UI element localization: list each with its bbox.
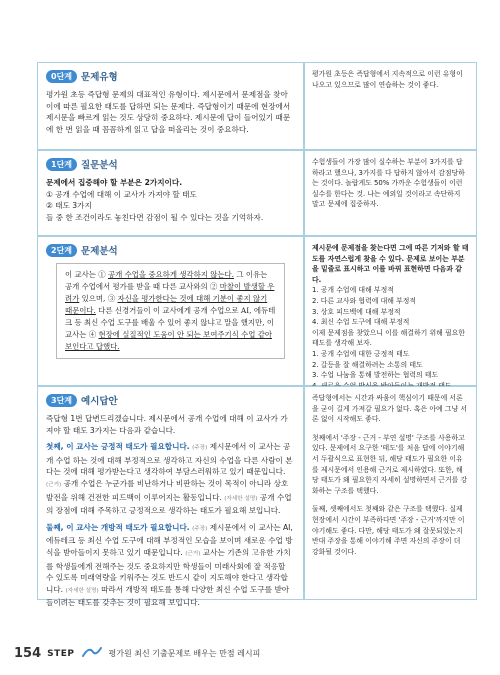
step-badge: 0단계 — [46, 70, 77, 83]
answer-claim: 둘째, 이 교사는 개방적 태도가 필요합니다. — [46, 522, 190, 532]
side-list-item: 1. 공개 수업에 대해 부정적 — [312, 286, 394, 295]
section-problem-type — [37, 62, 477, 150]
answer-text: 제시문에서 이 교사는 AI, 에듀테크 등 최신 수업 도구에 대해 부정적인 모습을 보이며 새로운 수업 방식을 받아들이지 못하고 있기 때문입니다. — [46, 522, 293, 557]
side-note — [304, 236, 477, 386]
step-badge: 3단계 — [46, 394, 77, 407]
section-problem-analysis — [37, 236, 477, 386]
passage-text: 그 이유는 공개 수업에서 평가를 받을 때 다른 교사와의 ② — [65, 270, 268, 291]
side-note — [304, 62, 477, 150]
passage-text: 다른 신경거들이 이 교사에게 공개 수업으로 AI, 에듀테크 등 최신 수업 도구를 배울 수 있어 좋지 않냐고 말을 했지만, 이 교사는 ④ — [65, 306, 276, 339]
section-question-analysis-main — [37, 150, 304, 236]
side-note-text: 평가원 초등은 즉답형에서 지속적으로 이런 유형이 나오고 있으므로 많이 연습하는 것이 좋다. — [312, 70, 463, 89]
side-note-text: 첫째에서 '주장 - 근거 - 부연 설명' 구조를 사용하고 있다. 문제에서 요구한 '태도'를 처음 답에 이야기해서 두괄식으로 표현한 뒤, 해당 태도가 필요한 이유를 제시문에서 인용해 근거로 제시하였다. 또한, 해당 태도가 왜 필요한지 자세히 설명하면서 근거를 강화하는 구조를 택했다. — [312, 433, 468, 495]
side-note — [304, 386, 477, 600]
answer-text: 공개 수업의 장점에 대해 주목하고 긍정적으로 생각하는 태도가 필요해 보입니다. — [46, 492, 292, 516]
section-sample-answer — [37, 386, 477, 608]
passage-box — [56, 263, 285, 359]
section-question-analysis — [37, 150, 477, 236]
step-badge: 1단계 — [46, 158, 77, 171]
passage-text: 있으며, ③ — [79, 294, 118, 303]
step-head — [46, 157, 295, 171]
step-title: 질문분석 — [81, 160, 118, 171]
passage-underline: 자신을 평가한다는 것에 대해 기분이 좋지 않기 때문이다. — [65, 294, 268, 315]
side-note — [304, 150, 477, 236]
step-title: 문제유형 — [81, 72, 118, 83]
side-note-text: 수험생들이 가장 많이 실수하는 부분이 3가지를 답하라고 했으나, 3가지를 다 답하지 않아서 감점당하는 것이다. 놀랍게도 50% 가까운 수험생들이 이런 실수를 한다는 것. 나는 예외일 것이라고 속단하지 말고 문제에 집중하자. — [312, 158, 465, 209]
side-list-item: 1. 공개 수업에 대한 긍정적 태도 — [312, 349, 410, 358]
side-list-item: 3. 상호 피드백에 대해 부정적 — [312, 307, 401, 316]
side-list-item: 2. 다른 교사와 협력에 대해 부정적 — [312, 296, 417, 305]
answer-text: 교사는 기존의 고유한 가치를 학생들에게 전해주는 것도 중요하지만 학생들이 미래사회에 잘 적응할 수 있도록 미래역량을 키워주는 것도 반드시 같이 지도해야 한다고 생각합니다. — [46, 547, 291, 594]
footer-title: 평가원 최신 기출문제로 배우는 만점 레시피 — [108, 649, 261, 658]
step-head — [46, 69, 295, 83]
answer-tag: (근거) — [46, 481, 62, 488]
side-list-item: 2. 갈등을 잘 해결하려는 소통의 태도 — [312, 360, 423, 369]
answer-tag: (주장) — [192, 445, 208, 452]
passage-underline: 현장에 실질적인 도움이 안 되는 보여주기식 수업 같아 보인다고 답했다. — [65, 330, 273, 351]
section-sample-answer-main — [37, 386, 304, 608]
section-tail: 들 중 한 조건이라도 놓친다면 감점이 될 수 있다는 것을 기억하자. — [46, 212, 264, 222]
side-note-text: 둘째, 셋째에서도 첫째와 같은 구조를 택했다. 실제 현장에서 시간이 부족하다면 '주장 - 근거'까지만 이야기해도 좋다. 다만, 해당 태도가 왜 잘못되었는지 반대 주장을 통해 이야기해 주면 자신의 주장이 더 강화될 것이다. — [312, 505, 465, 556]
side-note-mid: 이제 문제점을 찾았으니 이를 해결하기 위해 필요한 태도를 생각해 보자. — [312, 328, 465, 348]
answer-text: 따라서 개방적 태도를 통해 다양한 최신 수업 도구를 받아들이려는 태도를 갖추는 것이 필요해 보입니다. — [46, 584, 290, 608]
condition-item: ① 공개 수업에 대해 이 교사가 가져야 할 태도 — [46, 189, 197, 199]
section-lead: 문제에서 집중해야 할 부분은 2가지이다. — [46, 178, 183, 187]
section-problem-analysis-main — [37, 236, 304, 386]
side-list-item: 3. 수업 나눔을 통해 발전하는 협력의 태도 — [312, 371, 439, 380]
answer-claim: 첫째, 이 교사는 긍정적 태도가 필요합니다. — [46, 442, 190, 452]
step-logo-icon — [81, 644, 103, 663]
side-list-item: 4. 최신 수업 도구에 대해 부정적 — [312, 318, 410, 327]
section-problem-type-main — [37, 62, 304, 150]
step-head — [46, 243, 295, 257]
side-note-lead: 제시문에 문제점을 찾는다면 그에 따른 기저와 할 태도를 자연스럽게 찾을 수 있다. 문제로 보이는 부분을 밑줄로 표시하고 이를 바꿔 표현하면 다음과 같다. — [312, 244, 469, 284]
passage-underline: 마찰이 발생할 우려가 — [65, 282, 275, 303]
passage-text: 이 교사는 ① — [65, 270, 108, 279]
answer-text: 공개 수업은 누군가를 비난하거나 비판하는 것이 목적이 아니라 상호 발전을 위해 건전한 피드백이 이루어지는 활동입니다. — [46, 478, 289, 502]
section-body: 평가원 초등 즉답형 문제의 대표적인 유형이다. 제시문에서 문제점을 찾아 이에 따른 필요한 태도를 답하면 되는 문제다. 즉답형이기 때문에 현장에서 제시문을 빠르게 읽는 것도 상당히 중요하다. 제시문에 답이 들어있기 때문에 한 번 읽을 때 꼼꼼하게 읽고 답을 떠올리는 것이 중요하다. — [46, 90, 291, 134]
page-number: 154 — [14, 646, 42, 661]
answer-text: 제시문에서 이 교사는 공개 수업 하는 것에 대해 부정적으로 생각하고 자신의 수업을 다른 사람이 본다는 것에 대해 평가받는다고 생각하여 부담스러워하고 있기 때문입니다. — [46, 442, 293, 477]
step-label: STEP — [47, 648, 75, 659]
answer-tag: (자세한 설명) — [65, 587, 99, 594]
side-note-text: 즉답형에서는 시간과 싸움이 핵심이기 때문에 서론을 굳이 길게 가져갈 필요가 없다. 혹은 아예 그냥 서론 없이 시작해도 좋다. — [312, 394, 468, 424]
answer-tag: (자세한 설명) — [224, 495, 258, 502]
step-title: 문제분석 — [81, 246, 118, 257]
condition-item: ② 태도 3가지 — [46, 201, 92, 211]
answer-paragraph-2 — [46, 522, 295, 609]
passage-underline: 공개 수업을 중요하게 생각하지 않는다. — [108, 270, 234, 279]
step-badge: 2단계 — [46, 244, 77, 257]
answer-intro: 즉답형 1번 답변드리겠습니다. 제시문에서 공개 수업에 대해 이 교사가 가져야 할 태도 3가지는 다음과 같습니다. — [46, 414, 288, 435]
step-title: 예시답안 — [81, 396, 118, 407]
page-footer — [14, 644, 260, 663]
answer-paragraph-1 — [46, 441, 295, 517]
step-head — [46, 393, 295, 407]
answer-tag: (근거) — [185, 550, 201, 557]
answer-tag: (주장) — [192, 525, 208, 532]
